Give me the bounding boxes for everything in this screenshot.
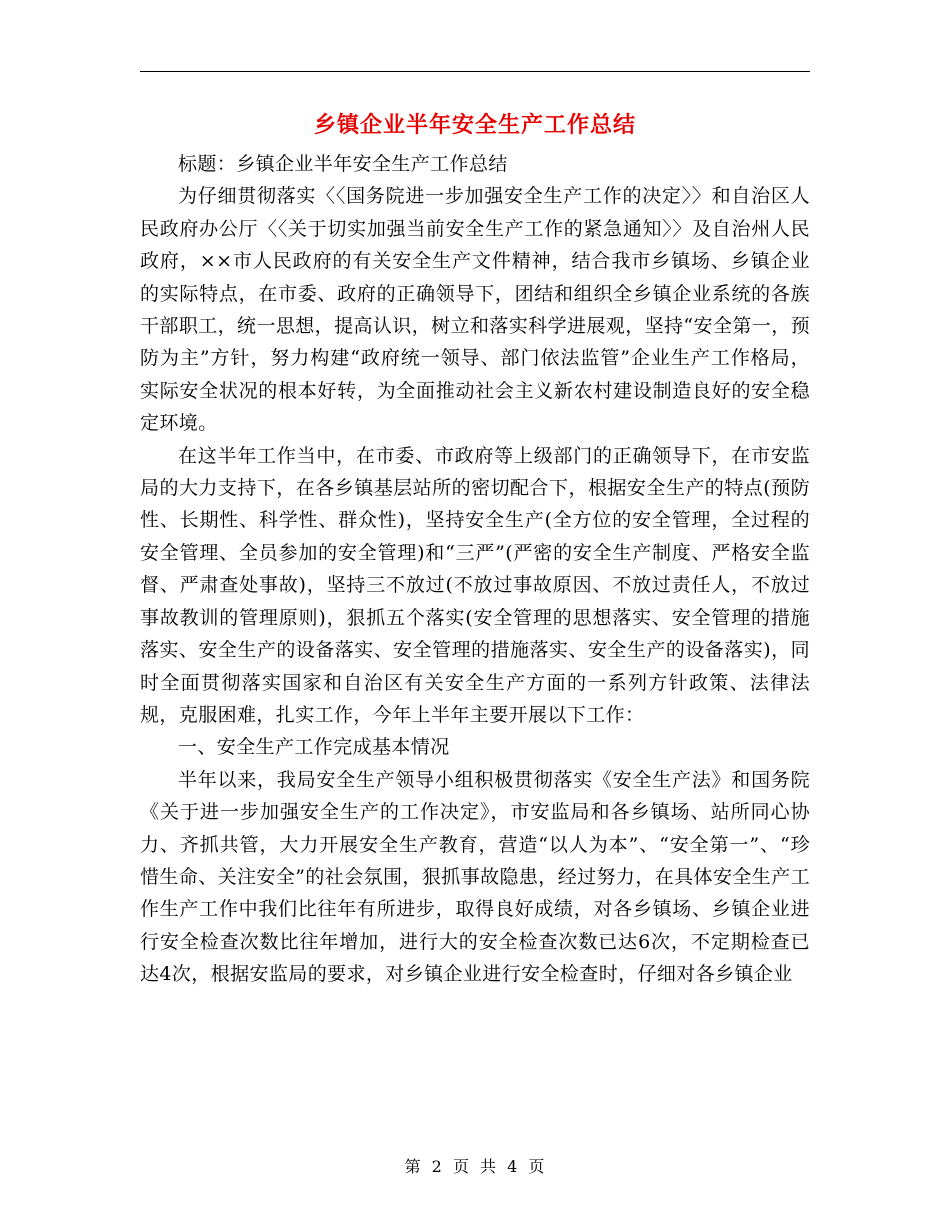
document-body	[140, 148, 810, 991]
paragraph-intro: 为仔细贯彻落实〈〈国务院进一步加强安全生产工作的决定〉〉和自治区人民政府办公厅〈〈关于切实加强当前安全生产工作的紧急通知〉〉及自治州人民政府，××市人民政府的有关安全生产文件精神，结合我市乡镇场、乡镇企业的实际特点，在市委、政府的正确领导下，团结和组织全乡镇企业系统的各族干部职工，统一思想，提高认识，树立和落实科学进展观，坚持“安全第一，预防为主”方针，努力构建“政府统一领导、部门依法监管”企业生产工作格局，实际安全状况的根本好转，为全面推动社会主义新农村建设制造良好的安全稳定环境。	[140, 185, 810, 435]
document-title: 乡镇企业半年安全生产工作总结	[313, 112, 636, 138]
section-heading-1: 一、安全生产工作完成基本情况	[178, 736, 450, 759]
paragraph-section-1: 半年以来，我局安全生产领导小组积极贯彻落实《安全生产法》和国务院《关于进一步加强安全生产的工作决定》，市安监局和各乡镇场、站所同心协力、齐抓共管，大力开展安全生产教育，营造“以人为本”、“安全第一”、“珍惜生命、关注安全”的社会氛围，狠抓事故隐患，经过努力，在具体安全生产工作生产工作中我们比往年有所进步，取得良好成绩，对各乡镇场、乡镇企业进行安全检查次数比往年增加，进行大的安全检查次数已达6次，不定期检查已达4次，根据安监局的要求，对乡镇企业进行安全检查时，仔细对各乡镇企业	[140, 768, 810, 986]
header-rule	[140, 71, 810, 72]
page-number: 第 2 页 共 4 页	[404, 1157, 546, 1176]
paragraph-half-year-work: 在这半年工作当中，在市委、市政府等上级部门的正确领导下，在市安监局的大力支持下，在各乡镇基层站所的密切配合下，根据安全生产的特点(预防性、长期性、科学性、群众性)，坚持安全生产(全方位的安全管理，全过程的安全管理、全员参加的安全管理)和“三严”(严密的安全生产制度、严格安全监督、严肃查处事故)，坚持三不放过(不放过事故原因、不放过责任人，不放过事故教训的管理原则)，狠抓五个落实(安全管理的思想落实、安全管理的措施落实、安全生产的设备落实、安全管理的措施落实、安全生产的设备落实)，同时全面贯彻落实国家和自治区有关安全生产方面的一系列方针政策、法律法规，克服困难，扎实工作，今年上半年主要开展以下工作：	[140, 444, 810, 726]
paragraph-heading-line: 标题：乡镇企业半年安全生产工作总结	[178, 153, 508, 175]
